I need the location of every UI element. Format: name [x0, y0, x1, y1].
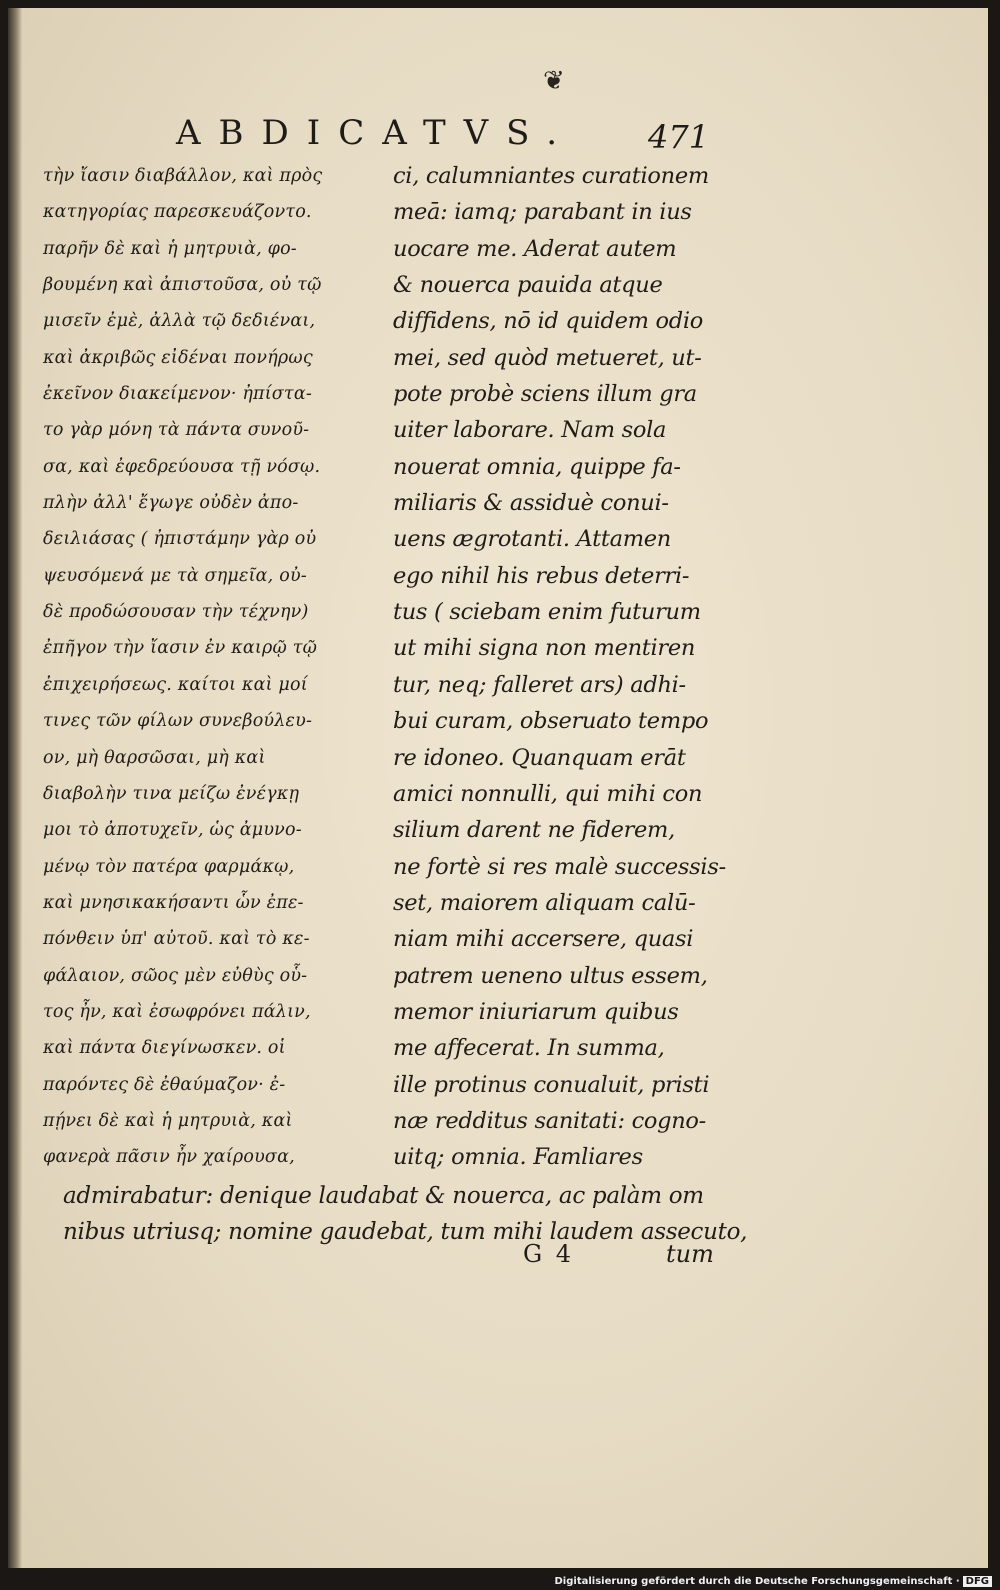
greek-text-line: ἐπιχειρήσεως. καίτοι καὶ μοί [43, 674, 308, 695]
latin-text-line: & nouerca pauida atque [393, 272, 663, 299]
latin-text-line: diffidens, nō id quidem odio [393, 308, 704, 335]
running-title: ABDICATVS. [176, 113, 576, 153]
greek-text-line: πόνθειν ὑπ' αὐτοῦ. καὶ τὸ κε- [43, 929, 310, 950]
greek-text-line: κατηγορίας παρεσκευάζοντο. [43, 202, 312, 223]
latin-text-line: uiter laborare. Nam sola [393, 417, 667, 444]
header-ornament: ❦ [543, 66, 565, 96]
full-width-text-line: admirabatur: denique laudabat & nouerca, ac palàm om [63, 1183, 704, 1209]
latin-text-line: set, maiorem aliquam calū- [393, 889, 696, 916]
greek-text-line: ψευσόμενά με τὰ σημεῖα, οὐ- [43, 565, 307, 586]
greek-text-line: φάλαιον, σῶος μὲν εὐθὺς οὗ- [43, 965, 308, 986]
latin-text-line: nouerat omnia, quippe fa- [393, 453, 681, 480]
page-gutter [8, 8, 22, 1568]
greek-text-line: πῄνει δὲ καὶ ἡ μητρυιὰ, καὶ [43, 1110, 293, 1131]
greek-text-line: ἐκεῖνον διακείμενον· ἠπίστα- [43, 384, 312, 405]
latin-text-line: ille protinus conualuit, pristi [393, 1071, 710, 1098]
greek-text-line: καὶ πάντα διεγίνωσκεν. οἱ [43, 1038, 286, 1059]
latin-text-line: tur, neq; falleret ars) adhi- [393, 671, 686, 698]
greek-text-line: βουμένη καὶ ἀπιστοῦσα, οὐ τῷ [43, 275, 322, 296]
latin-text-line: niam mihi accersere, quasi [393, 926, 694, 953]
greek-text-line: ον, μὴ θαρσῶσαι, μὴ καὶ [43, 747, 266, 768]
greek-text-line: τὴν ἴασιν διαβάλλον, καὶ πρὸς [43, 166, 323, 186]
signature-mark: G 4 [523, 1240, 572, 1268]
greek-text-line: μισεῖν ἐμὲ, ἀλλὰ τῷ δεδιέναι, [43, 311, 316, 332]
latin-text-line: silium darent ne fiderem, [393, 817, 675, 844]
latin-text-line: uocare me. Aderat autem [393, 235, 677, 262]
greek-text-column [43, 158, 383, 1176]
greek-text-line: δειλιάσας ( ἠπιστάμην γὰρ οὐ [43, 529, 317, 550]
full-width-text-line: nibus utriusq; nomine gaudebat, tum mihi laudem assecuto, [63, 1219, 748, 1245]
full-width-text [63, 1178, 747, 1250]
latin-text-line: me affecerat. In summa, [393, 1035, 665, 1062]
greek-text-line: διαβολὴν τινα μείζω ἐνέγκῃ [43, 783, 300, 804]
greek-text-line: τινες τῶν φίλων συνεβούλευ- [43, 711, 313, 732]
greek-text-line: παρόντες δὲ ἐθαύμαζον· ἐ- [43, 1074, 286, 1095]
latin-text-line: uitq; omnia. Famliares [393, 1144, 643, 1171]
greek-text-line: μοι τὸ ἀποτυχεῖν, ὡς ἀμυνο- [43, 820, 302, 841]
latin-text-line: patrem ueneno ultus essem, [393, 962, 708, 989]
greek-text-line: πλὴν ἀλλ' ἔγωγε οὐδὲν ἀπο- [43, 493, 299, 514]
greek-text-line: παρῆν δὲ καὶ ἡ μητρυιὰ, φο- [43, 238, 297, 259]
latin-text-line: ego nihil his rebus deterri- [393, 562, 690, 589]
dfg-logo: DFG [963, 1576, 992, 1587]
latin-text-line: tus ( sciebam enim futurum [393, 599, 701, 626]
latin-text-line: bui curam, obseruato tempo [393, 708, 709, 735]
greek-text-line: καὶ μνησικακήσαντι ὧν ἐπε- [43, 892, 304, 913]
latin-text-line: pote probè sciens illum gra [393, 381, 697, 408]
latin-text-line: meā: iamq; parabant in ius [393, 199, 692, 226]
latin-text-line: miliaris & assiduè conui- [393, 490, 669, 517]
greek-text-line: το γὰρ μόνη τὰ πάντα συνοῦ- [43, 420, 310, 441]
latin-text-line: re idoneo. Quanquam erāt [393, 744, 686, 771]
latin-text-column [393, 158, 726, 1176]
greek-text-line: ἐπῆγον τὴν ἴασιν ἐν καιρῷ τῷ [43, 638, 318, 659]
latin-text-line: ne fortè si res malè successis- [393, 853, 726, 880]
latin-text-line: amici nonnulli, qui mihi con [393, 780, 703, 807]
latin-text-line: ci, calumniantes curationem [393, 163, 709, 189]
latin-text-line: memor iniuriarum quibus [393, 998, 679, 1025]
book-page [8, 8, 988, 1568]
latin-text-line: mei, sed quòd metueret, ut- [393, 344, 702, 371]
digitization-footer [555, 1576, 993, 1587]
catchword: tum [666, 1240, 714, 1268]
greek-text-line: τος ἦν, καὶ ἐσωφρόνει πάλιν, [43, 1001, 311, 1022]
page-number: 471 [648, 118, 710, 156]
footer-text: Digitalisierung gefördert durch die Deutsche Forschungsgemeinschaft · [554, 1576, 960, 1587]
greek-text-line: καὶ ἀκριβῶς εἰδέναι πονήρως [43, 347, 313, 368]
greek-text-line: σα, καὶ ἐφεδρεύουσα τῇ νόσῳ. [43, 456, 321, 477]
greek-text-line: μένῳ τὸν πατέρα φαρμάκῳ, [43, 856, 295, 877]
latin-text-line: uens ægrotanti. Attamen [393, 526, 671, 553]
latin-text-line: næ redditus sanitati: cogno- [393, 1107, 706, 1134]
greek-text-line: φανερὰ πᾶσιν ἦν χαίρουσα, [43, 1147, 295, 1168]
greek-text-line: δὲ προδώσουσαν τὴν τέχνην) [43, 602, 309, 623]
latin-text-line: ut mihi signa non mentiren [393, 635, 696, 662]
